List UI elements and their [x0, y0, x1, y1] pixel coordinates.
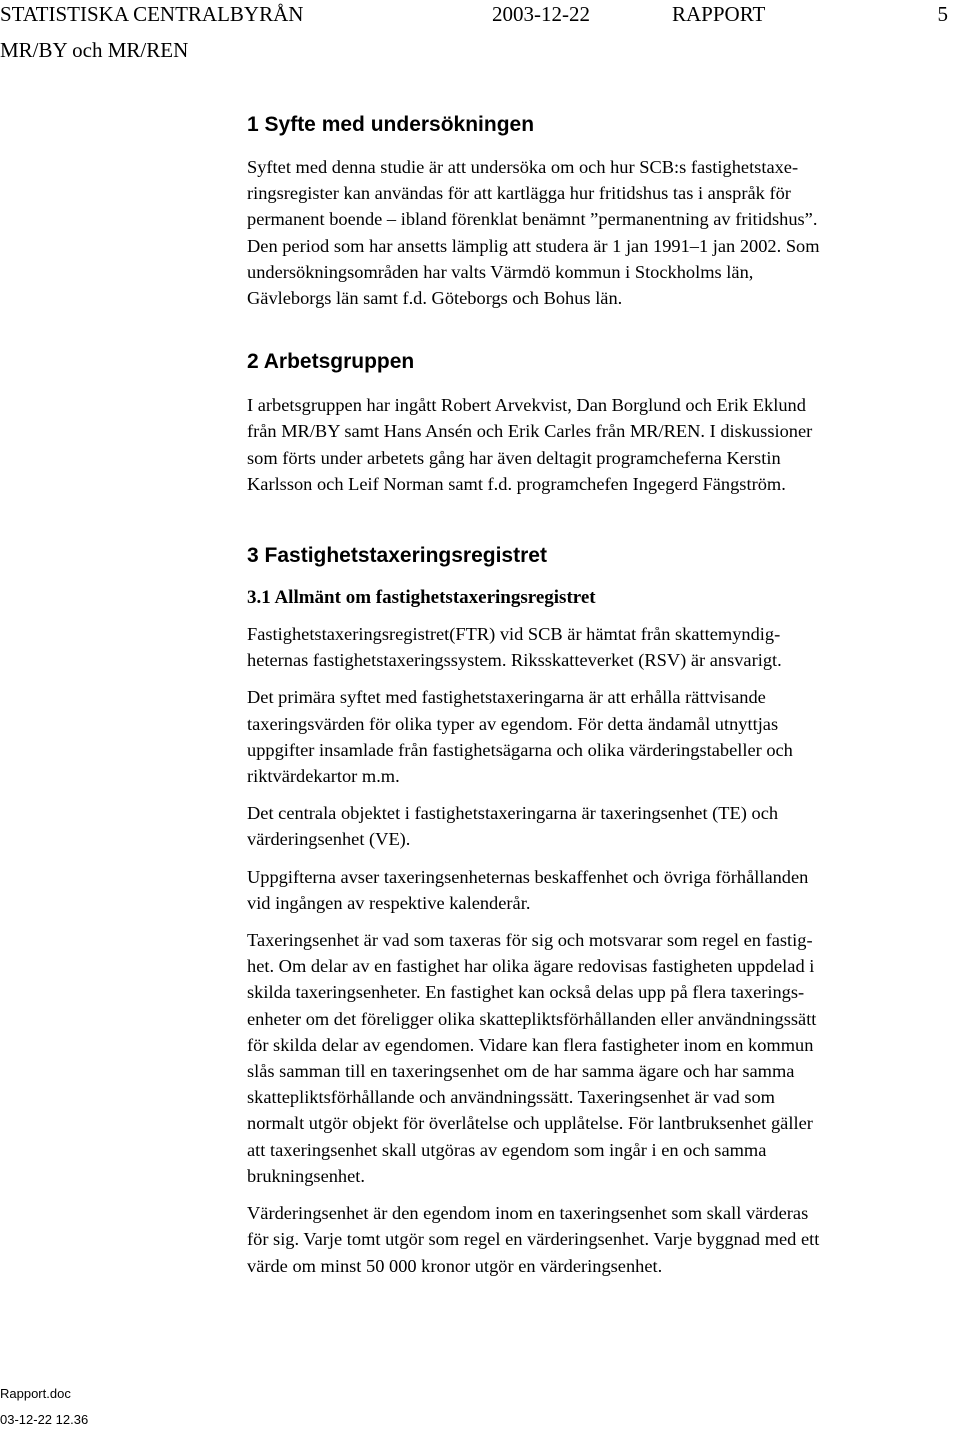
text-line: vid ingången av respektive kalenderår. [247, 892, 531, 913]
text-line: permanent boende – ibland förenklat benämnt ”permanentning av fritidshus”. [247, 209, 818, 230]
footer-filename: Rapport.doc [0, 1386, 71, 1401]
text-line: normalt utgör objekt för överlåtelse och upplåtelse. För lantbruksenhet gäller [247, 1113, 813, 1134]
text-line: Fastighetstaxeringsregistret(FTR) vid SCB är hämtat från skattemyndig- [247, 624, 781, 645]
header-units: MR/BY och MR/REN [0, 38, 189, 62]
page-header [0, 0, 960, 28]
text-line: Det centrala objektet i fastighetstaxeringarna är taxeringsenhet (TE) och [247, 803, 779, 824]
text-line: uppgifter insamlade från fastighetsägarna och olika värderingstabeller och [247, 739, 793, 760]
text-line: Uppgifterna avser taxeringsenheternas beskaffenhet och övriga förhållanden [247, 866, 809, 887]
text-line: enheter om det föreligger olika skattepliktsförhållanden eller användningssätt [247, 1008, 817, 1029]
section-3-heading: 3 Fastighetstaxeringsregistret [247, 544, 547, 568]
header-organization: STATISTISKA CENTRALBYRÅN [0, 2, 304, 26]
footer-timestamp: 03-12-22 12.36 [0, 1412, 89, 1427]
text-line: slås samman till en taxeringsenhet om de har samma ägare och har samma [247, 1061, 795, 1082]
text-line: som förts under arbetets gång har även deltagit programcheferna Kerstin [247, 447, 781, 468]
text-line: för sig. Varje tomt utgör som regel en värderingsenhet. Varje byggnad med ett [247, 1229, 820, 1250]
section-3-paragraph-3 [247, 800, 959, 852]
text-line: Värderingsenhet är den egendom inom en taxeringsenhet som skall värderas [247, 1203, 809, 1224]
section-2-paragraph [247, 392, 959, 497]
section-1-heading: 1 Syfte med undersökningen [247, 113, 535, 136]
section-3-paragraph-1 [247, 621, 959, 673]
section-1-paragraph [247, 154, 959, 311]
section-3-paragraph-5 [247, 927, 959, 1189]
text-line: värderingsenhet (VE). [247, 829, 411, 850]
text-line: från MR/BY samt Hans Ansén och Erik Carles från MR/REN. I diskussioner [247, 421, 813, 442]
text-line: att taxeringsenhet skall utgöras av egendom som ingår i en och samma [247, 1139, 767, 1160]
text-line: för skilda delar av egendomen. Vidare kan flera fastigheter inom en kommun [247, 1034, 814, 1055]
text-line: taxeringsvärden för olika typer av egendom. För detta ändamål utnyttjas [247, 713, 779, 734]
section-3-paragraph-2 [247, 684, 959, 789]
text-line: riktvärdekartor m.m. [247, 766, 400, 787]
text-line: Den period som har ansetts lämplig att studera är 1 jan 1991–1 jan 2002. Som [247, 235, 820, 256]
text-line: Karlsson och Leif Norman samt f.d. programchefen Ingegerd Fängström. [247, 473, 786, 494]
header-doc-type: RAPPORT [672, 2, 766, 26]
text-line: Syftet med denna studie är att undersöka om och hur SCB:s fastighetstaxe- [247, 157, 799, 177]
section-3-paragraph-6 [247, 1200, 959, 1279]
text-line: Det primära syftet med fastighetstaxeringarna är att erhålla rättvisande [247, 687, 766, 708]
text-line: undersökningsområden har valts Värmdö kommun i Stockholms län, [247, 261, 754, 282]
text-line: I arbetsgruppen har ingått Robert Arvekvist, Dan Borglund och Erik Eklund [247, 395, 806, 416]
text-line: brukningsenhet. [247, 1165, 365, 1186]
document-body [247, 112, 959, 1279]
section-2-heading: 2 Arbetsgruppen [247, 350, 415, 374]
text-line: värde om minst 50 000 kronor utgör en värderingsenhet. [247, 1255, 663, 1276]
header-page-number: 5 [937, 2, 948, 26]
text-line: het. Om delar av en fastighet har olika ägare redovisas fastigheten uppdelad i [247, 956, 815, 977]
section-3-1-heading: 3.1 Allmänt om fastighetstaxeringsregistret [247, 587, 596, 609]
text-line: skilda taxeringsenheter. En fastighet kan också delas upp på flera taxerings- [247, 982, 805, 1003]
section-3-paragraph-4 [247, 864, 959, 916]
header-date: 2003-12-22 [492, 2, 590, 26]
text-line: Gävleborgs län samt f.d. Göteborgs och Bohus län. [247, 288, 623, 309]
text-line: Taxeringsenhet är vad som taxeras för sig och motsvarar som regel en fastig- [247, 930, 813, 951]
text-line: skattepliktsförhållande och användningssätt. Taxeringsenhet är vad som [247, 1087, 775, 1108]
text-line: heternas fastighetstaxeringssystem. Riksskatteverket (RSV) är ansvarigt. [247, 650, 782, 671]
text-line: ringsregister kan användas för att kartlägga hur fritidshus tas i anspråk för [247, 183, 791, 204]
